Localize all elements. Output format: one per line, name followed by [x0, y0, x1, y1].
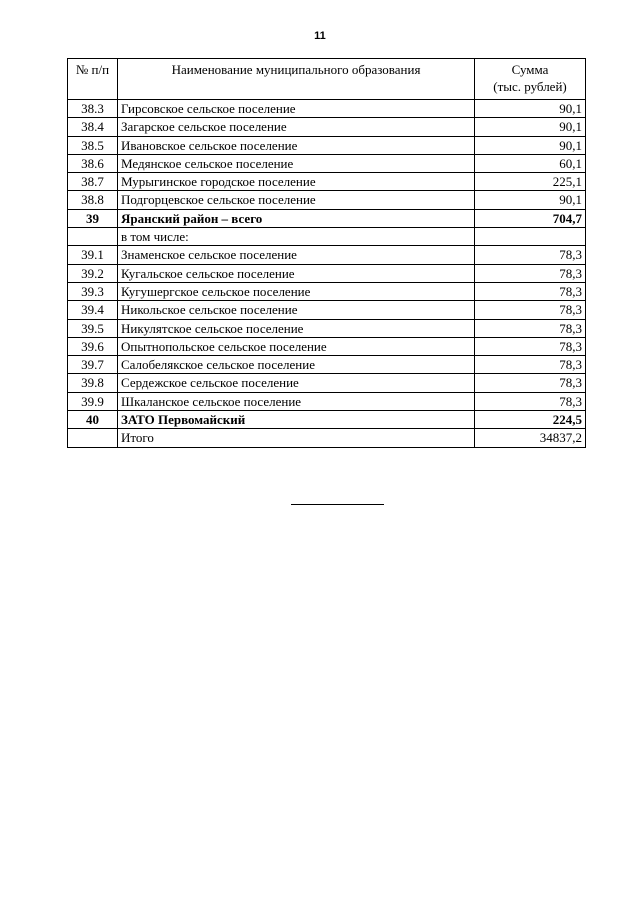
table-row — [68, 282, 586, 300]
row-number-cell: 38.8 — [68, 191, 118, 209]
row-name-cell: Итого — [118, 429, 475, 447]
row-name-cell: Сердежское сельское поселение — [118, 374, 475, 392]
row-number-cell: 38.4 — [68, 118, 118, 136]
table-row — [68, 337, 586, 355]
row-name-cell: Кугальское сельское поселение — [118, 264, 475, 282]
row-sum-cell: 78,3 — [475, 264, 586, 282]
row-name-cell: Кугушергское сельское поселение — [118, 282, 475, 300]
table-row — [68, 374, 586, 392]
table-row — [68, 191, 586, 209]
end-divider-line — [291, 504, 384, 505]
table-row — [68, 356, 586, 374]
row-name-cell: Гирсовское сельское поселение — [118, 100, 475, 118]
table-row — [68, 246, 586, 264]
row-name-cell: Никольское сельское поселение — [118, 301, 475, 319]
row-number-cell: 39.2 — [68, 264, 118, 282]
row-sum-cell: 60,1 — [475, 154, 586, 172]
row-sum-cell: 34837,2 — [475, 429, 586, 447]
row-sum-cell: 78,3 — [475, 356, 586, 374]
row-sum-cell: 78,3 — [475, 282, 586, 300]
header-sum-line2: (тыс. рублей) — [493, 79, 567, 94]
row-name-cell: ЗАТО Первомайский — [118, 411, 475, 429]
row-number-cell: 39.5 — [68, 319, 118, 337]
row-number-cell: 39.3 — [68, 282, 118, 300]
table-row — [68, 411, 586, 429]
row-sum-cell: 90,1 — [475, 118, 586, 136]
row-number-cell: 38.7 — [68, 173, 118, 191]
row-number-cell: 38.3 — [68, 100, 118, 118]
row-number-cell — [68, 228, 118, 246]
allocation-table — [67, 58, 586, 448]
table-row — [68, 228, 586, 246]
row-number-cell: 38.5 — [68, 136, 118, 154]
row-name-cell: Шкаланское сельское поселение — [118, 392, 475, 410]
row-sum-cell: 78,3 — [475, 374, 586, 392]
table-row — [68, 154, 586, 172]
header-number: № п/п — [68, 59, 118, 100]
row-number-cell — [68, 429, 118, 447]
header-sum — [475, 59, 586, 100]
table-row — [68, 118, 586, 136]
row-number-cell: 39.9 — [68, 392, 118, 410]
table-row — [68, 392, 586, 410]
row-number-cell: 39.8 — [68, 374, 118, 392]
row-sum-cell: 78,3 — [475, 337, 586, 355]
row-name-cell: Опытнопольское сельское поселение — [118, 337, 475, 355]
table-row — [68, 173, 586, 191]
page-number: 11 — [314, 30, 326, 42]
row-number-cell: 39 — [68, 209, 118, 227]
row-sum-cell: 704,7 — [475, 209, 586, 227]
row-name-cell: Знаменское сельское поселение — [118, 246, 475, 264]
row-name-cell: Подгорцевское сельское поселение — [118, 191, 475, 209]
row-sum-cell: 78,3 — [475, 319, 586, 337]
row-name-cell: Медянское сельское поселение — [118, 154, 475, 172]
row-name-cell: Загарское сельское поселение — [118, 118, 475, 136]
table-row — [68, 301, 586, 319]
table-row — [68, 264, 586, 282]
row-sum-cell: 90,1 — [475, 100, 586, 118]
row-number-cell: 39.7 — [68, 356, 118, 374]
row-sum-cell: 78,3 — [475, 392, 586, 410]
header-sum-line1: Сумма — [511, 62, 549, 77]
row-name-cell: Ивановское сельское поселение — [118, 136, 475, 154]
row-number-cell: 40 — [68, 411, 118, 429]
row-sum-cell: 224,5 — [475, 411, 586, 429]
table-row — [68, 209, 586, 227]
row-sum-cell: 90,1 — [475, 136, 586, 154]
row-number-cell: 39.6 — [68, 337, 118, 355]
table-row — [68, 100, 586, 118]
row-name-cell: в том числе: — [118, 228, 475, 246]
table-header-row — [68, 59, 586, 100]
table-body — [68, 100, 586, 448]
row-number-cell: 39.1 — [68, 246, 118, 264]
row-number-cell: 38.6 — [68, 154, 118, 172]
row-sum-cell: 78,3 — [475, 246, 586, 264]
row-sum-cell: 90,1 — [475, 191, 586, 209]
row-name-cell: Яранский район – всего — [118, 209, 475, 227]
row-sum-cell: 225,1 — [475, 173, 586, 191]
row-name-cell: Салобелякское сельское поселение — [118, 356, 475, 374]
header-municipality-name: Наименование муниципального образования — [118, 59, 475, 100]
row-name-cell: Никулятское сельское поселение — [118, 319, 475, 337]
table-row — [68, 136, 586, 154]
table-row — [68, 319, 586, 337]
row-number-cell: 39.4 — [68, 301, 118, 319]
row-name-cell: Мурыгинское городское поселение — [118, 173, 475, 191]
row-sum-cell — [475, 228, 586, 246]
table-row — [68, 429, 586, 447]
row-sum-cell: 78,3 — [475, 301, 586, 319]
